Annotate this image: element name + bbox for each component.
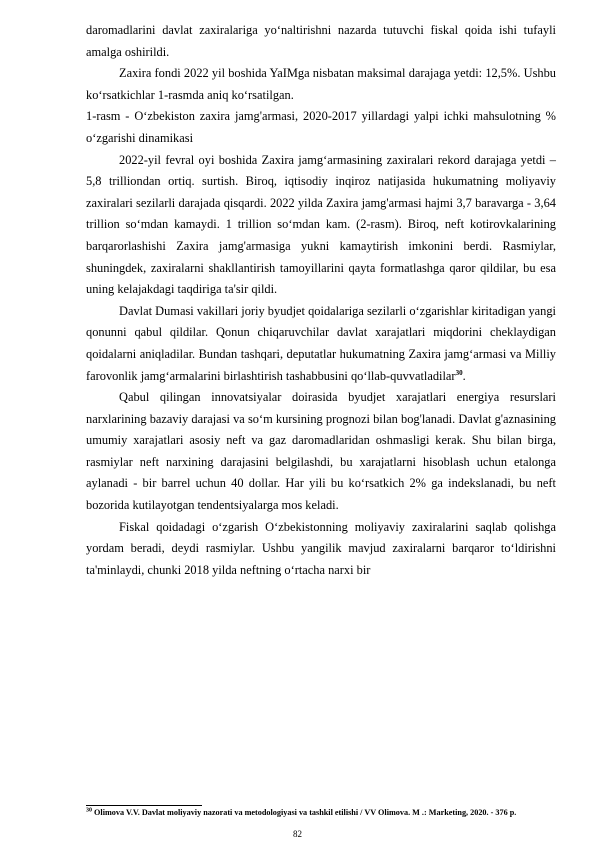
paragraph-1: daromadlarini davlat zaxiralariga yo‘naltirishni nazarda tutuvchi fiskal qoida ishi tufayli amalga oshirildi. — [86, 23, 556, 59]
figure-caption: 1-rasm - O‘zbekiston zaxira jamg'armasi, 2020-2017 yillardagi yalpi ichki mahsulotning % o‘zgarishi dinamikasi — [86, 109, 556, 145]
footnote-number: 30 — [86, 807, 92, 814]
paragraph-5-end: . — [462, 368, 466, 383]
footnote-separator — [86, 805, 202, 806]
footnote-text: Olimova V.V. Davlat moliyaviy nazorati va metodologiyasi va tashkil etilishi / VV Olimova. M .: Marketing, 2020. - 376 p. — [92, 808, 517, 817]
paragraph-2: Zaxira fondi 2022 yil boshida YaIMga nisbatan maksimal darajaga yetdi: 12,5%. Ushbu ko‘rsatkichlar 1-rasmda aniq ko‘rsatilgan. — [86, 66, 556, 102]
paragraph-5 — [86, 301, 556, 387]
paragraph-5-text: Davlat Dumasi vakillari joriy byudjet qoidalariga sezilarli o‘zgarishlar kiritadigan yangi qonunni qabul qildilar. Qonun chiqaruvchilar davlat xarajatlari miqdorini cheklaydigan qoidalarni aniqladilar. Bundan tashqari, deputatlar hukumatning Zaxira jamg‘armasi va Milliy farovonlik jamg‘armalarini birlashtirish tashabbusini qo‘llab-quvvatladilar — [86, 303, 556, 383]
footnote — [86, 807, 556, 818]
paragraph-4: 2022-yil fevral oyi boshida Zaxira jamg‘armasining zaxiralari rekord darajaga yetdi – 5,8 trilliondan ortiq. surtish. Biroq, iqtisodiy inqiroz natijasida hukumatning moliyaviy zaxiralari sezilarli darajada qisqardi. 2022 yilda Zaxira jamg'armasi hajmi 3,7 baravarga - 3,64 trillion so‘mdan kamaydi. 1 trillion so‘mdan kam. (2-rasm). Biroq, neft kotirovkalarining barqarorlashishi Zaxira jamg'armasiga yukni kamaytirish imkonini berdi. Rasmiylar, shuningdek, zaxiralarni shakllantirish tamoyillarini qayta formatlashga qaror qildilar, bu esa uning kelajakdagi taqdiriga ta'sir qildi. — [86, 152, 556, 297]
paragraph-6: Qabul qilingan innovatsiyalar doirasida byudjet xarajatlari energiya resurslari narxlarining bazaviy darajasi va so‘m kursining prognozi bilan bog'lanadi. Davlat g'aznasining umumiy xarajatlari asosiy neft va gaz daromadlaridan oshmasligi kerak. Shu bilan birga, rasmiylar neft narxining darajasini belgilashdi, bu xarajatlarni hisoblash uchun etalonga aylanadi - bir barrel uchun 40 dollar. Har yili bu ko‘rsatkich 2% ga indekslanadi, bu neft bozorida kutilayotgan tendentsiyalarga mos keladi. — [86, 390, 556, 513]
page-number: 82 — [293, 829, 302, 839]
footnote-reference[interactable]: 30 — [455, 368, 463, 377]
page-body — [86, 20, 556, 581]
paragraph-7: Fiskal qoidadagi o‘zgarish O‘zbekistonning moliyaviy zaxiralarini saqlab qolishga yordam beradi, deydi rasmiylar. Ushbu yangilik mavjud zaxiralarni barqaror to‘ldirishni ta'minlaydi, chunki 2018 yilda neftning o‘rtacha narxi bir — [86, 519, 556, 577]
